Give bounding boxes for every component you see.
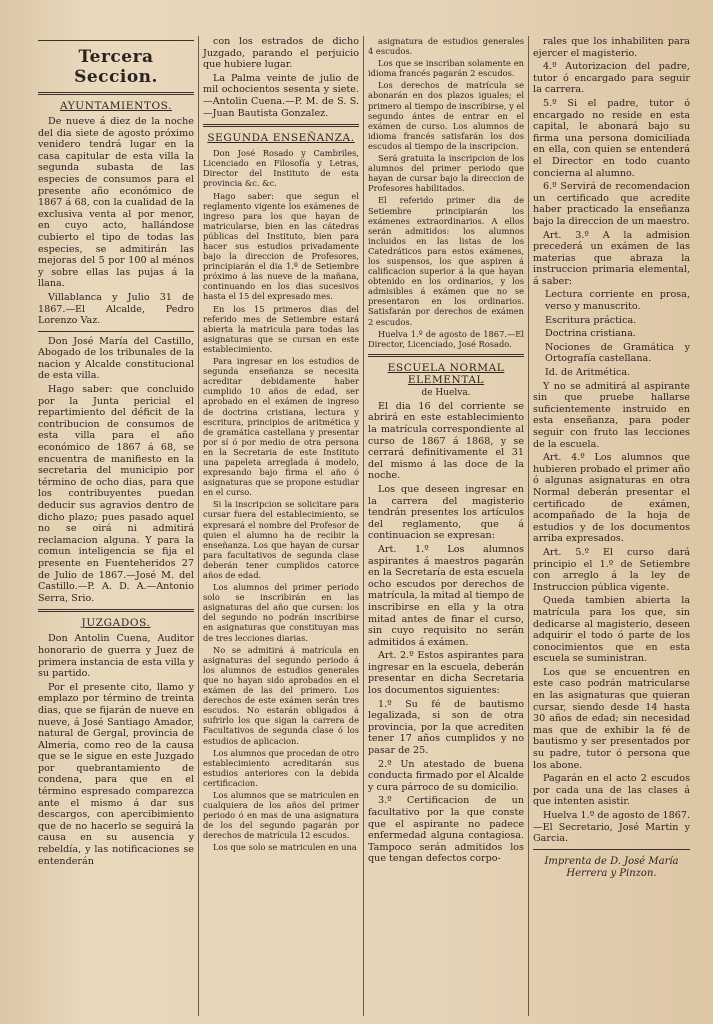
- paragraph: 4.º Autorizacion del padre, tutor ó encargado para seguir la carrera.: [533, 61, 690, 96]
- signature: Huelva 1.º de agosto de 1867.—El Director, Licenciado, José Rosado.: [368, 328, 524, 349]
- paragraph: Don Antolin Cuena, Auditor honorario de guerra y Juez de primera instancia de esta villa y su partido.: [38, 633, 194, 680]
- paragraph: Art. 3.º A la admision precederá un exámen de las materias que abraza la instruccion primaria elemental, á saber:: [533, 229, 690, 287]
- paragraph: El dia 16 del corriente se abrirá en este establecimiento la matrícula correspondiente al curso de 1867 á 1868, y se cerrará definitivamente el 31 del mismo á las doce de la noche.: [368, 400, 524, 482]
- paragraph: Los alumnos que procedan de otro establecimiento acreditarán sus estudios anteriores con la debida certificacion.: [203, 747, 359, 788]
- divider: [203, 124, 359, 127]
- paragraph: 1.º Su fé de bautismo legalizada, si son de otra provincia, por la que acrediten tener 17 años cumplidos y no pasar de 25.: [368, 698, 524, 757]
- paragraph: Será gratuita la inscripcion de los alumnos del primer periodo que hayan de cursar bajo la direccion de Profesores habilitados.: [368, 153, 524, 194]
- paragraph: Art. 5.º El curso dará principio el 1.º de Setiembre con arreglo á la ley de Instruccion pública vigente.: [533, 546, 690, 593]
- paragraph: Queda tambien abierta la matrícula para los que, sin dedicarse al magisterio, deseen adquirir el todo ó parte de los conocimientos que en esta escuela se suministran.: [533, 595, 690, 665]
- segunda-ensenanza-heading: SEGUNDA ENSEÑANZA.: [207, 132, 355, 145]
- paragraph: Si la inscripcion se solicitare para cursar fuera del establecimiento, se expresará el nombre del Profesor de quien el alumno ha de recibir la enseñanza. Los que hayan de cursar para facultativos de segunda clase deberán tener cumplidos catorce años de edad.: [203, 499, 359, 580]
- list-item: Lectura corriente en prosa, verso y manuscrito.: [545, 289, 690, 313]
- paragraph: Don José Rosado y Cambriles, Licenciado en Filosofía y Letras, Director del Instituto de esta provincia &c. &c.: [203, 148, 359, 189]
- divider: [38, 609, 194, 612]
- paragraph: Pagarán en el acto 2 escudos por cada una de las clases á que intenten asistir.: [533, 773, 690, 808]
- ayuntamientos-heading: AYUNTAMIENTOS.: [59, 100, 173, 112]
- columns: [34, 36, 705, 1016]
- paragraph: El referido primer dia de Setiembre principiarán los exámenes extraordinarios. A ellos serán admitidos: los alumnos incluidos en las listas de los Catedráticos para estos exámenes, los suspensos, los que aspiren á calificacion superior á la que hayan obtenido en los ordinarios, y los admisibles á exámen que no se presentaron en los ordinarios. Satisfarán por derechos de exámen 2 escudos.: [368, 195, 524, 327]
- paragraph: La Palma veinte de julio de mil ochocientos sesenta y siete.—Antolin Cuena.—P. M. de S. S.—Juan Bautista Gonzalez.: [203, 72, 359, 119]
- paragraph: Don José María del Castillo, Abogado de los tribunales de la nacion y Alcalde constitucional de esta villa.: [38, 335, 194, 382]
- paragraph: Para ingresar en los estudios de segunda enseñanza se necesita acreditar debidamente haber cumplido 10 años de edad, ser aprobado en el exámen de ingreso de doctrina cristiana, lectura y escritura, principios de aritmética y de gramática castellana y presentar por sí ó por medio de otra persona en la Secretaria de este Instituto una papeleta arreglada á modelo, expresando bajo firma el año ó asignaturas que se propone estudiar en el curso.: [203, 356, 359, 498]
- column-3: [364, 36, 529, 1016]
- paragraph: Art. 2.º Estos aspirantes para ingresar en la escuela, deberán presentar en dicha Secretaria los documentos siguientes:: [368, 650, 524, 697]
- divider: [38, 40, 194, 41]
- list-item: Id. de Aritmética.: [545, 367, 631, 379]
- paragraph: Hago saber: que segun el reglamento vigente los exámenes de ingreso para los que hayan de matricularse, bien en las cátedras públicas del Instituto, bien para hacer sus estudios privadamente bajo la direccion de Profesores, principiarán el dia 1.º de Setiembre próximo á las nueve de la mañana, continuando en los dias sucesivos hasta el 15 del expresado mes.: [203, 190, 359, 302]
- paragraph: Art. 4.º Los alumnos que hubieren probado el primer año ó algunas asignaturas en otra Normal deberán presentar el certificado de exámen, acompañado de la hoja de estudios y de los documentos arriba expresados.: [533, 452, 690, 545]
- divider: [38, 92, 194, 95]
- paragraph: 6.º Servirá de recomendacion un certificado que acredite haber practicado la enseñanza bajo la direccion de un maestro.: [533, 181, 690, 227]
- list-item: Nociones de Gramática y Ortografía castellana.: [545, 341, 690, 365]
- paragraph: Los alumnos que se matriculen en cualquiera de los años del primer periodo ó en mas de una asignatura de los del segundo pagarán por derechos de matrícula 12 escudos.: [203, 789, 359, 841]
- paragraph: con los estrados de dicho Juzgado, parando el perjuicio que hubiere lugar.: [203, 36, 359, 71]
- paragraph: Hago saber: que concluido por la Junta pericial el repartimiento del déficit de la contribucion de consumos de esta villa para el año económico de 1867 á 68, se encuentra de manifiesto en la secretaria del municipio por término de ocho dias, para que los contribuyentes puedan deducir sus agravios dentro de dicho plazo; pues pasado aquel no se oirá ni admitirá reclamacion alguna. Y para la comun inteligencia se fija el presente en Fuenteheridos 27 de Julio de 1867.—José M. del Castillo.—P. A. D. A.—Antonio Serra, Srio.: [38, 384, 194, 604]
- escuela-normal-subheading: de Huelva.: [421, 387, 471, 398]
- column-4: [529, 36, 694, 1016]
- paragraph: 5.º Si el padre, tutor ó encargado no reside en esta capital, le abonará bajo su firma una persona domiciliada en ella, con quien se entenderá el Director en todo cuanto concierna al alumno.: [533, 97, 690, 179]
- subject-list: [533, 289, 690, 378]
- paragraph: Art. 1.º Los alumnos aspirantes á maestros pagarán en la Secretaría de esta escuela ocho escudos por derechos de matrícula, la mitad al tiempo de inscribirse en ella y la otra mitad antes de finar el curso, sin cuyo requisito no serán admitidos á exámen.: [368, 543, 524, 648]
- paragraph: No se admitirá á matrícula en asignaturas del segundo periodo á los alumnos de estudios generales que no hayan sido aprobados en el exámen de las del primero. Los derechos de este exámen serán tres escudos. No estarán obligados á sufrirlo los que sigan la carrera de Facultativos de segunda clase ó los estudios de aplicacion.: [203, 644, 359, 746]
- list-item: Escritura práctica.: [545, 314, 637, 326]
- paragraph: Los alumnos del primer periodo solo se inscribirán en las asignaturas del año que cursen: los del segundo no podrán inscribirse en asignaturas que constituyan mas de tres lecciones diarias.: [203, 582, 359, 643]
- paragraph: Y no se admitirá al aspirante sin que pruebe hallarse suficientemente instruido en esta enseñanza, para poder seguir con fruto las lecciones de la escuela.: [533, 380, 690, 450]
- paragraph: De nueve á diez de la noche del dia siete de agosto próximo venidero tendrá lugar en la casa capitular de esta villa la segunda subasta de las especies de consumos para el presente año económico de 1867 á 68, con la cualidad de la exclusiva venta al por menor, en cuyo acto, hallándose cubierto el tipo de todas las especies, se admitirán las mejoras del 5 por 100 al ménos y sobre ellas las pujas á la llana.: [38, 116, 194, 290]
- escuela-normal-heading: ESCUELA NORMAL ELEMENTAL: [387, 361, 505, 386]
- signature: Villablanca y Julio 31 de 1867.—El Alcalde, Pedro Lorenzo Vaz.: [38, 291, 194, 327]
- paragraph: Los derechos de matrícula se abonarán en dos plazos iguales; el primero al tiempo de inscribirse, y el segundo ántes de entrar en el exámen de curso. Los alumnos de idioma francés satisfarán los dos escudos al tiempo de la inscripcion.: [368, 80, 524, 151]
- section-title: Tercera Seccion.: [74, 47, 158, 87]
- paragraph: 3.º Certificacion de un facultativo por la que conste que el aspirante no padece enfermedad alguna contagiosa. Tampoco serán admitidos los que tengan defectos corpo-: [368, 795, 524, 865]
- juzgados-heading: JUZGADOS.: [81, 617, 151, 630]
- imprint: Imprenta de D. José María Herrera y Pinzon.: [544, 855, 679, 879]
- column-1: [34, 36, 199, 1016]
- paragraph: 2.º Un atestado de buena conducta firmado por el Alcalde y cura párroco de su domicilio.: [368, 758, 524, 793]
- paragraph: Los que se inscriban solamente en idioma francés pagarán 2 escudos.: [368, 58, 524, 79]
- divider: [38, 331, 194, 332]
- column-2: [199, 36, 364, 1016]
- signature: Huelva 1.º de agosto de 1867.—El Secretario, José Martin y Garcia.: [533, 810, 690, 845]
- divider: [368, 354, 524, 357]
- paragraph: Los que deseen ingresar en la carrera del magisterio tendrán presentes los artículos del reglamento, que á continuacion se expresan:: [368, 483, 524, 542]
- list-item: Doctrina cristiana.: [545, 328, 636, 340]
- paragraph: asignatura de estudios generales 4 escudos.: [368, 36, 524, 57]
- paragraph: Los que solo se matriculen en una: [213, 842, 357, 853]
- paragraph: Los que se encuentren en este caso podrán matricularse en las asignaturas que quieran cursar, siendo desde 14 hasta 30 años de edad; sin necesidad mas que de exhibir la fé de bautismo y ser presentados por su padre, tutor ó persona que los abone.: [533, 666, 690, 771]
- paragraph: rales que los inhabiliten para ejercer el magisterio.: [533, 36, 690, 59]
- paragraph: En los 15 primeros dias del referido mes de Setiembre estará abierta la matricula para todas las asignaturas que se cursan en este establecimiento.: [203, 303, 359, 354]
- paragraph: Por el presente cito, llamo y emplazo por término de treinta dias, que se fijarán de nueve en nueve, á José Santiago Amador, natural de Gergal, provincia de Almeria, como reo de la causa que se le sigue en este Juzgado por quebrantamiento de condena, para que en el término espresado comparezca ante el mismo á dar sus descargos, con apercibimiento que de no hacerlo se seguirá la causa en su ausencia y rebeldía, y las notificaciones se entenderán: [38, 681, 194, 867]
- divider: [533, 849, 690, 850]
